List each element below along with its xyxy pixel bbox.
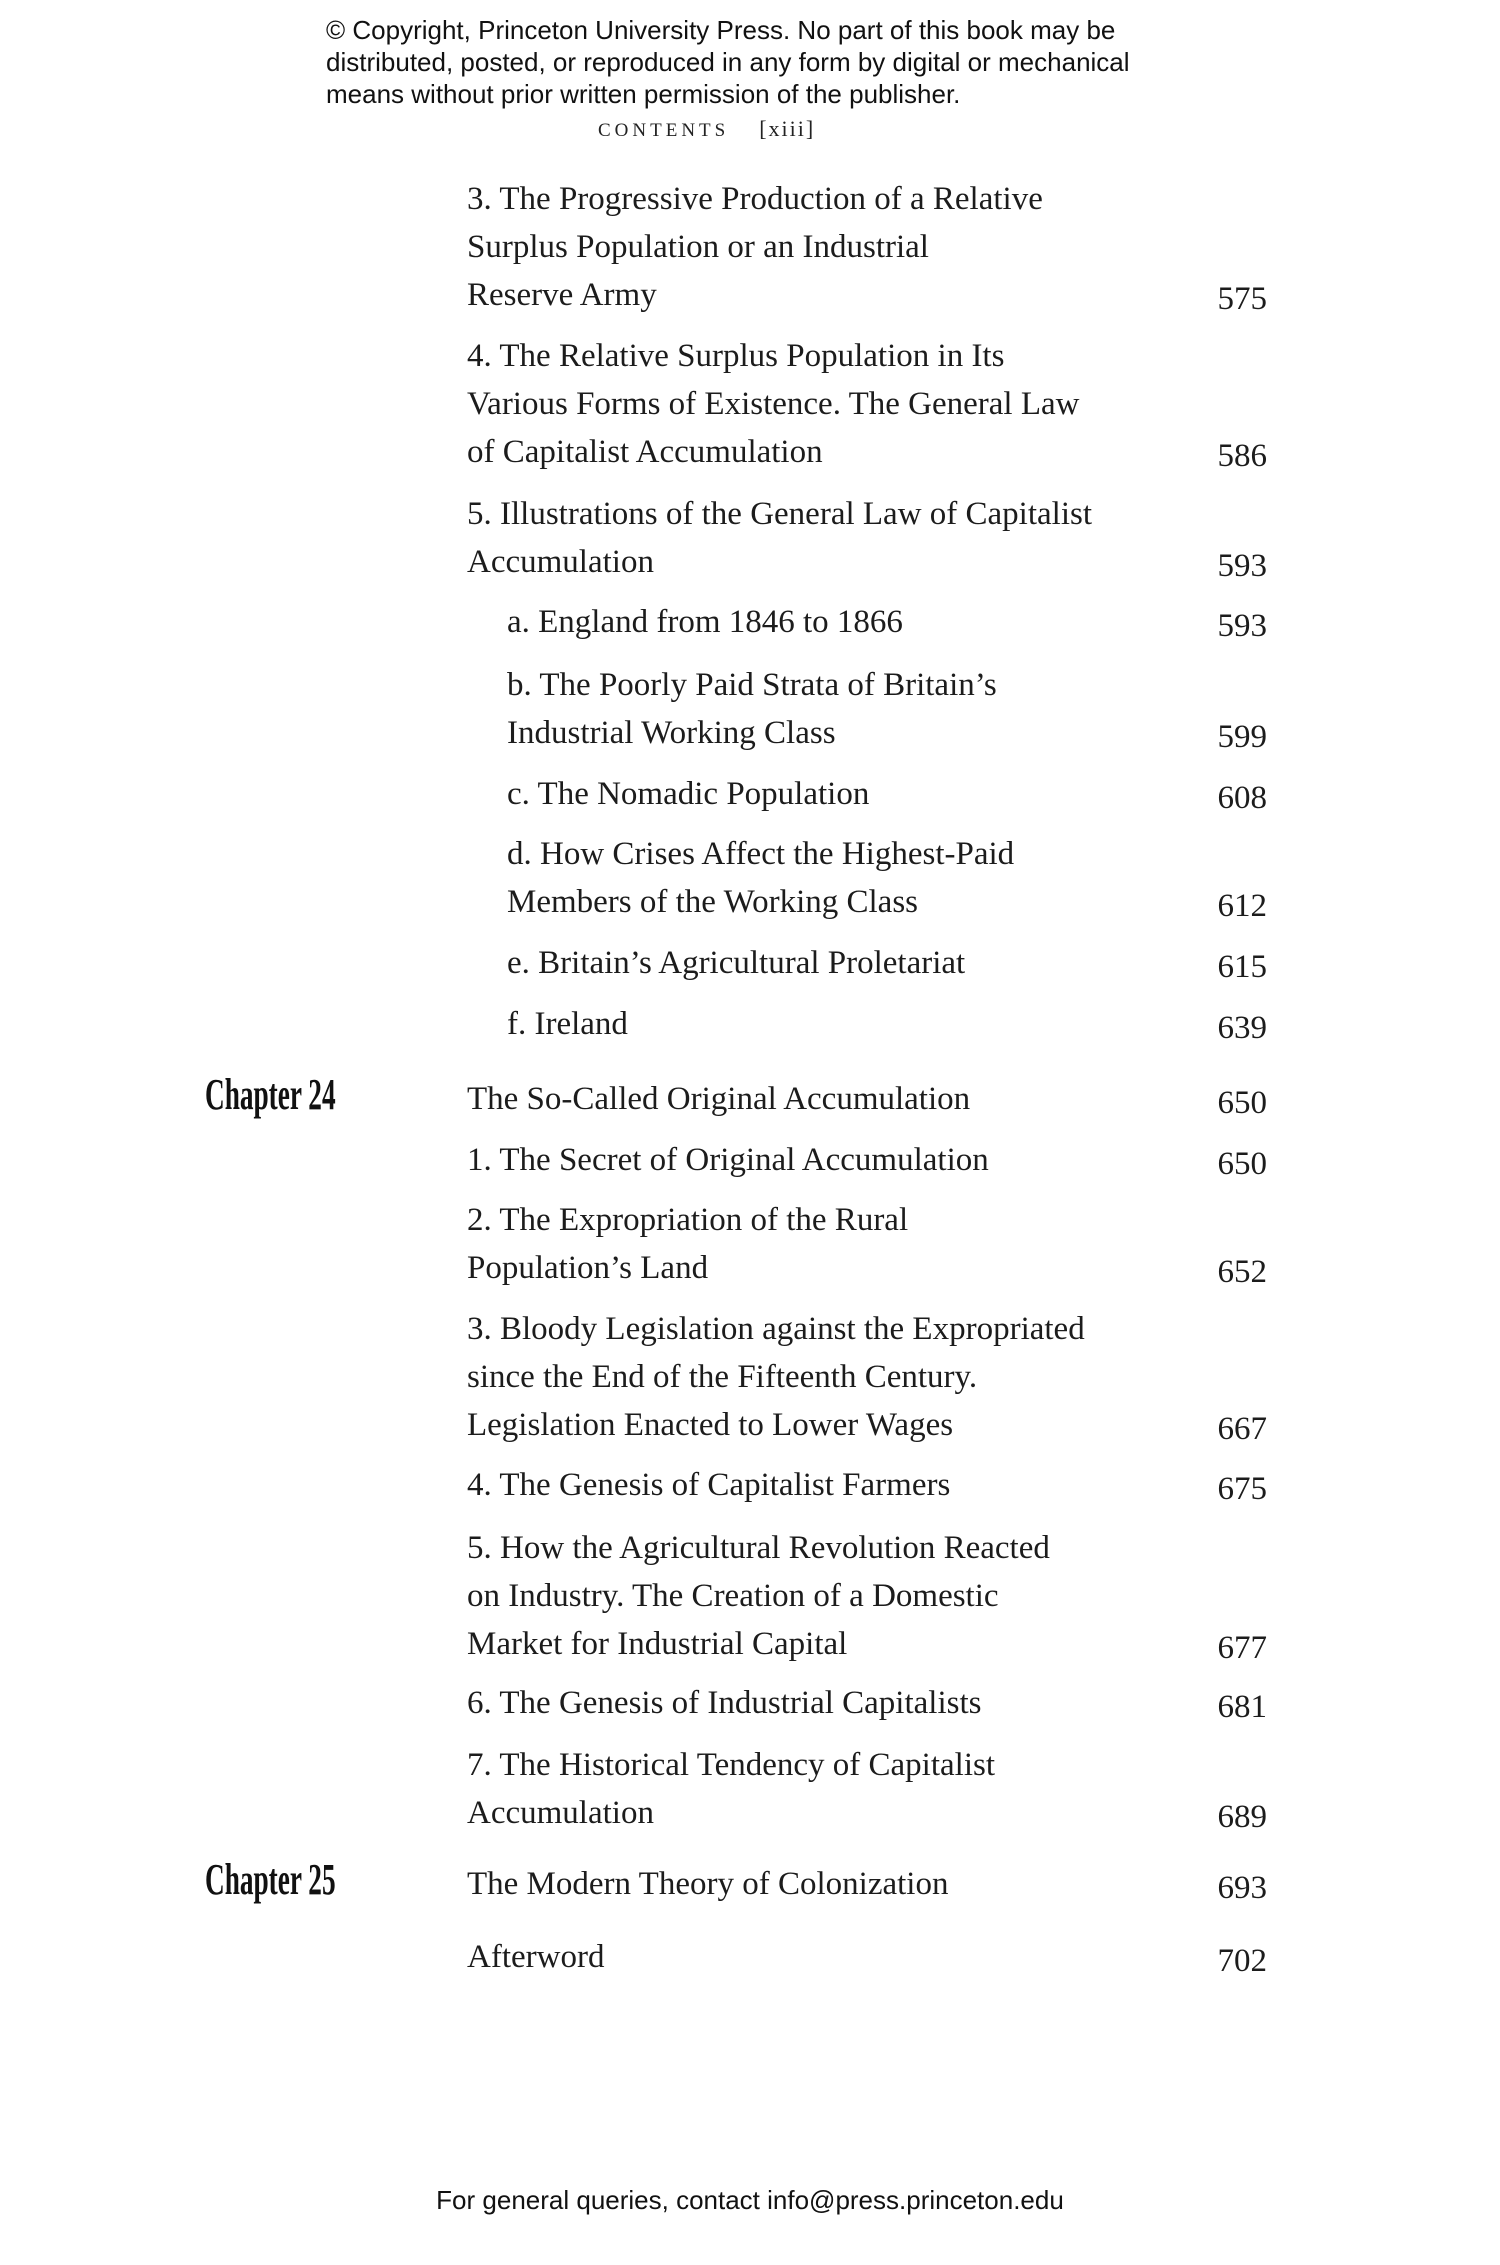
title-line: 4. The Relative Surplus Population in Its [467, 338, 1005, 374]
title-line: c. The Nomadic Population [507, 776, 870, 812]
toc-afterword-entry[interactable] [467, 1933, 1267, 1981]
title-line: 5. Illustrations of the General Law of Capitalist [467, 496, 1093, 532]
toc-entry-title [507, 939, 1187, 987]
title-line: 6. The Genesis of Industrial Capitalists [467, 1685, 982, 1721]
title-line: Population’s Land [467, 1250, 709, 1286]
title-line: Market for Industrial Capital [467, 1626, 848, 1662]
toc-chapter-entry[interactable] [467, 1860, 1267, 1908]
title-line: 5. How the Agricultural Revolution Reacted [467, 1530, 1050, 1566]
toc-page-number: 615 [1217, 949, 1267, 985]
toc-page-number: 675 [1217, 1471, 1267, 1507]
toc-entry[interactable] [467, 1196, 1267, 1292]
copyright-line: © Copyright, Princeton University Press. No part of this book may be [326, 15, 1116, 45]
copyright-notice [326, 14, 1226, 110]
toc-entry-title [507, 770, 1187, 818]
toc-page-number: 650 [1217, 1146, 1267, 1182]
toc-chapter-entry[interactable] [467, 1075, 1267, 1123]
toc-page-number: 693 [1217, 1870, 1267, 1906]
page-folio: [xiii] [759, 116, 816, 141]
toc-entry-title [467, 1679, 1147, 1727]
title-line: Surplus Population or an Industrial [467, 229, 929, 265]
toc-entry-title [507, 1000, 1187, 1048]
title-line: Reserve Army [467, 277, 657, 313]
toc-page-number: 612 [1217, 888, 1267, 924]
title-line: of Capitalist Accumulation [467, 434, 823, 470]
toc-page-number: 650 [1217, 1085, 1267, 1121]
toc-entry[interactable] [467, 1136, 1267, 1184]
title-line: 1. The Secret of Original Accumulation [467, 1142, 989, 1178]
toc-page-number: 702 [1217, 1943, 1267, 1979]
title-line: 3. The Progressive Production of a Relative [467, 181, 1043, 217]
toc-subentry[interactable] [507, 1000, 1267, 1048]
title-line: e. Britain’s Agricultural Proletariat [507, 945, 966, 981]
toc-entry[interactable] [467, 175, 1267, 319]
toc-page-number: 593 [1217, 548, 1267, 584]
toc-page-number: 681 [1217, 1689, 1267, 1725]
toc-entry[interactable] [467, 1679, 1267, 1727]
title-line: 2. The Expropriation of the Rural [467, 1202, 909, 1238]
title-line: d. How Crises Affect the Highest-Paid [507, 836, 1015, 872]
chapter-label-24: Chapter 24 [205, 1070, 336, 1119]
title-line: Industrial Working Class [507, 715, 836, 751]
toc-entry-title [467, 332, 1147, 476]
toc-subentry[interactable] [507, 939, 1267, 987]
footer-contact: For general queries, contact info@press.princeton.edu [436, 2185, 1064, 2215]
title-line: b. The Poorly Paid Strata of Britain’s [507, 667, 997, 703]
title-line: Various Forms of Existence. The General Law [467, 386, 1080, 422]
toc-entry[interactable] [467, 490, 1267, 586]
toc-entry[interactable] [467, 1305, 1267, 1449]
toc-entry-title [467, 1136, 1147, 1184]
toc-subentry[interactable] [507, 661, 1267, 757]
toc-entry-title [467, 1075, 1147, 1123]
toc-entry[interactable] [467, 1741, 1267, 1837]
title-line: 3. Bloody Legislation against the Expropriated [467, 1311, 1085, 1347]
toc-page-number: 652 [1217, 1254, 1267, 1290]
title-line: f. Ireland [507, 1006, 628, 1042]
toc-entry-title [507, 661, 1187, 757]
toc-entry-title [467, 1196, 1147, 1292]
toc-page-number: 639 [1217, 1010, 1267, 1046]
toc-page-number: 599 [1217, 719, 1267, 755]
toc-entry-title [507, 598, 1187, 646]
title-line: Legislation Enacted to Lower Wages [467, 1407, 954, 1443]
running-head-label: CONTENTS [598, 120, 730, 141]
title-line: Afterword [467, 1939, 605, 1975]
toc-page-number: 677 [1217, 1630, 1267, 1666]
toc-subentry[interactable] [507, 830, 1267, 926]
toc-entry-title [467, 1524, 1147, 1668]
title-line: 4. The Genesis of Capitalist Farmers [467, 1467, 951, 1503]
copyright-line: distributed, posted, or reproduced in any form by digital or mechanical [326, 47, 1130, 77]
title-line: The So-Called Original Accumulation [467, 1081, 971, 1117]
toc-page-number: 593 [1217, 608, 1267, 644]
copyright-line: means without prior written permission of the publisher. [326, 79, 961, 109]
toc-entry-title [467, 1461, 1147, 1509]
toc-entry-title [467, 175, 1147, 319]
chapter-label-25: Chapter 25 [205, 1855, 336, 1904]
toc-subentry[interactable] [507, 770, 1267, 818]
toc-entry-title [467, 1933, 1147, 1981]
title-line: 7. The Historical Tendency of Capitalist [467, 1747, 996, 1783]
toc-entry[interactable] [467, 332, 1267, 476]
toc-entry-title [507, 830, 1187, 926]
toc-entry[interactable] [467, 1461, 1267, 1509]
title-line: Accumulation [467, 544, 654, 580]
title-line: on Industry. The Creation of a Domestic [467, 1578, 999, 1614]
running-head [598, 114, 815, 146]
title-line: Accumulation [467, 1795, 654, 1831]
title-line: a. England from 1846 to 1866 [507, 604, 903, 640]
toc-subentry[interactable] [507, 598, 1267, 646]
toc-entry[interactable] [467, 1524, 1267, 1668]
toc-entry-title [467, 1305, 1147, 1449]
toc-page-number: 667 [1217, 1411, 1267, 1447]
toc-page-number: 586 [1217, 438, 1267, 474]
toc-entry-title [467, 1860, 1147, 1908]
title-line: Members of the Working Class [507, 884, 919, 920]
toc-page-number: 689 [1217, 1799, 1267, 1835]
title-line: since the End of the Fifteenth Century. [467, 1359, 978, 1395]
toc-page-number: 608 [1217, 780, 1267, 816]
toc-entry-title [467, 490, 1147, 586]
toc-entry-title [467, 1741, 1147, 1837]
toc-page-number: 575 [1217, 281, 1267, 317]
title-line: The Modern Theory of Colonization [467, 1866, 949, 1902]
